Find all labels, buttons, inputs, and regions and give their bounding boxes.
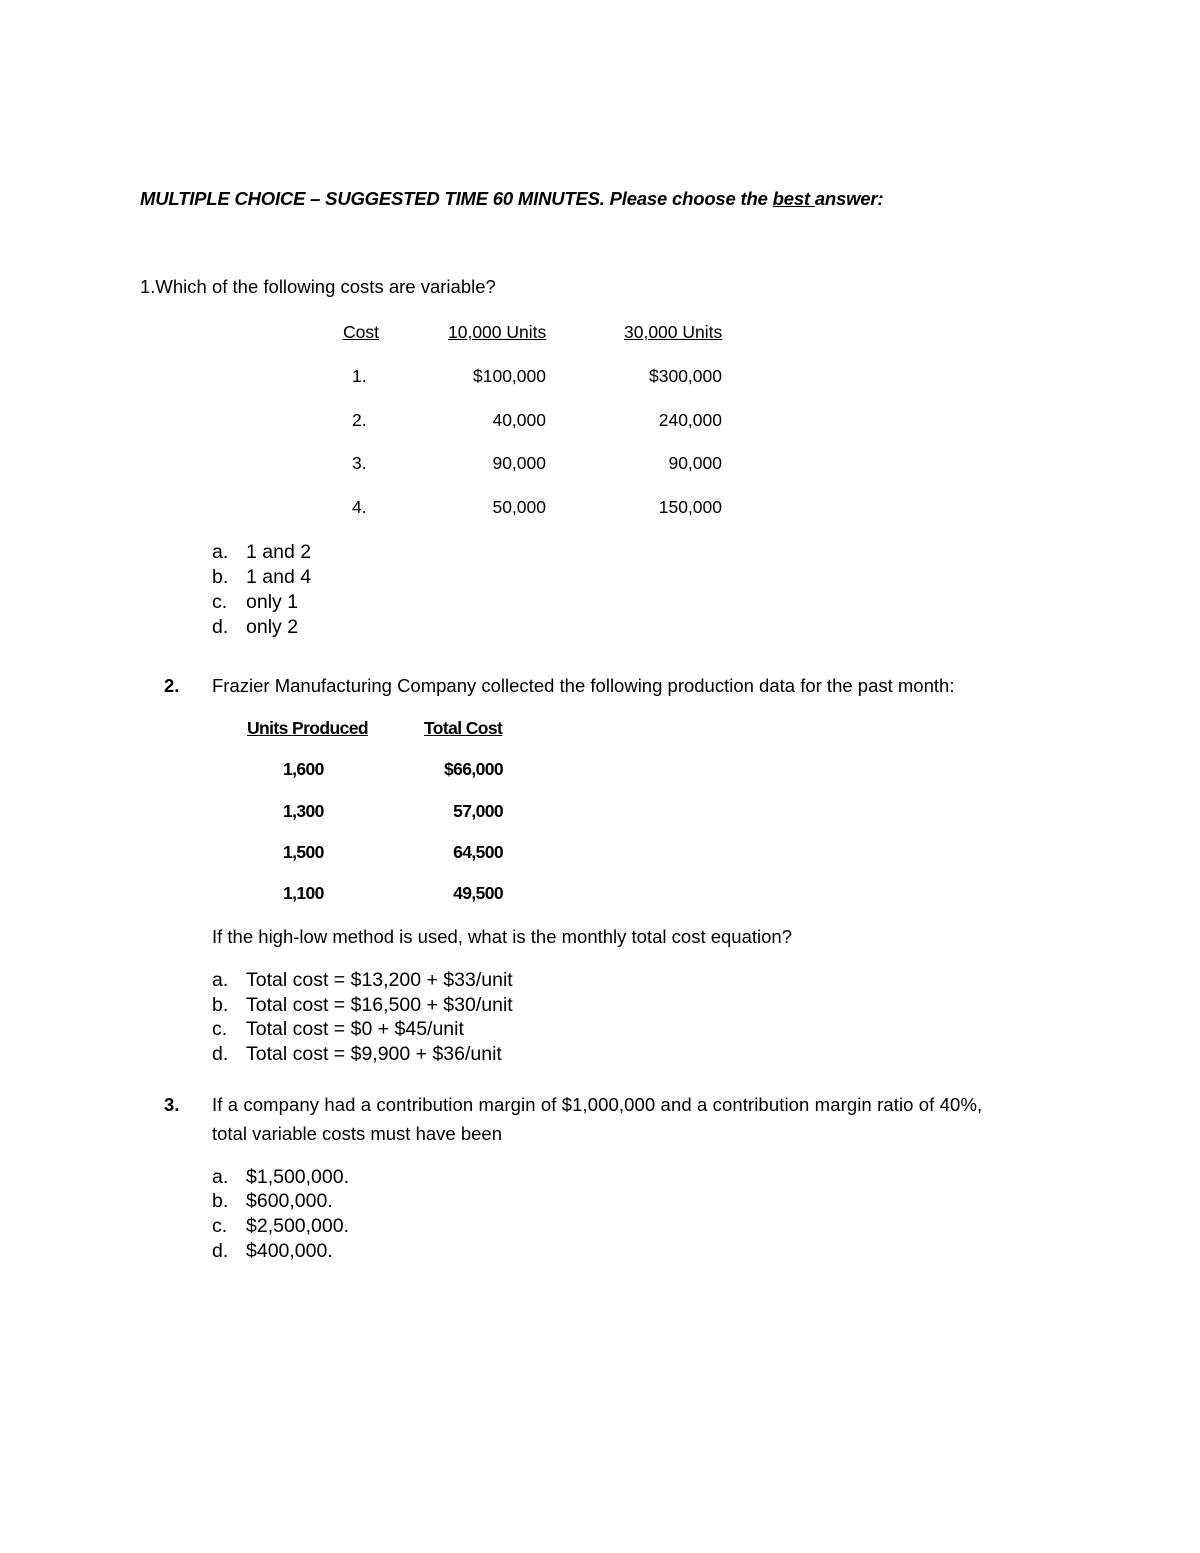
question-3-number: 3.: [164, 1094, 180, 1115]
table-row-4-units: 1,100: [283, 883, 324, 903]
table-header-units-produced: Units Produced: [247, 718, 368, 738]
table-row-2-10000: 40,000: [492, 410, 546, 430]
table-row-3-cost: 3.: [352, 453, 367, 473]
option-q2-d[interactable]: d. Total cost = $9,900 + $36/unit: [212, 1043, 502, 1065]
table-row-1-cost: 1.: [352, 366, 367, 386]
question-3-text-line-1: If a company had a contribution margin of $1,000,000 and a contribution margin ratio of 40%,: [212, 1094, 983, 1115]
option-q1-a[interactable]: a. 1 and 2: [212, 541, 312, 563]
table-header-10000-units: 10,000 Units: [448, 322, 547, 342]
instructions-header: [140, 188, 883, 210]
table-header-cost: Cost: [343, 322, 379, 342]
table-header-total-cost: Total Cost: [424, 718, 503, 738]
table-row-2-cost: 2.: [352, 410, 367, 430]
question-2-prompt: If the high-low method is used, what is the monthly total cost equation?: [212, 926, 792, 947]
question-1-text: 1.Which of the following costs are variable?: [140, 276, 496, 297]
option-q2-a[interactable]: a. Total cost = $13,200 + $33/unit: [212, 969, 513, 991]
table-row-4-cost: 4.: [352, 497, 367, 517]
table-row-4-10000: 50,000: [492, 497, 546, 517]
table-row-4-30000: 150,000: [658, 497, 722, 517]
option-q2-c[interactable]: c. Total cost = $0 + $45/unit: [212, 1018, 464, 1040]
table-row-1-30000: $300,000: [649, 366, 722, 386]
header-text: MULTIPLE CHOICE – SUGGESTED TIME 60 MINUTES. Please choose the: [140, 188, 773, 209]
question-2-number: 2.: [164, 675, 180, 696]
table-row-3-10000: 90,000: [492, 453, 546, 473]
option-q3-d[interactable]: d. $400,000.: [212, 1240, 333, 1262]
table-row-2-units: 1,300: [283, 801, 324, 821]
table-row-1-10000: $100,000: [473, 366, 546, 386]
table-header-30000-units: 30,000 Units: [624, 322, 723, 342]
question-2-text: Frazier Manufacturing Company collected the following production data for the past month:: [212, 675, 955, 696]
header-emphasis: best: [772, 188, 815, 209]
header-text-end: answer:: [814, 188, 884, 209]
table-row-2-total: 57,000: [453, 801, 503, 821]
table-row-3-units: 1,500: [283, 842, 324, 862]
table-row-1-units: 1,600: [283, 759, 324, 779]
option-q3-c[interactable]: c. $2,500,000.: [212, 1215, 350, 1237]
table-row-3-30000: 90,000: [668, 453, 722, 473]
table-row-3-total: 64,500: [453, 842, 503, 862]
table-row-4-total: 49,500: [453, 883, 503, 903]
option-q1-c[interactable]: c. only 1: [212, 591, 299, 613]
table-row-2-30000: 240,000: [658, 410, 722, 430]
option-q1-b[interactable]: b. 1 and 4: [212, 566, 312, 588]
option-q3-a[interactable]: a. $1,500,000.: [212, 1166, 350, 1188]
option-q2-b[interactable]: b. Total cost = $16,500 + $30/unit: [212, 994, 513, 1016]
option-q1-d[interactable]: d. only 2: [212, 616, 299, 638]
option-q3-b[interactable]: b. $600,000.: [212, 1190, 333, 1212]
question-3-text-line-2: total variable costs must have been: [212, 1123, 502, 1144]
table-row-1-total: $66,000: [443, 759, 503, 779]
